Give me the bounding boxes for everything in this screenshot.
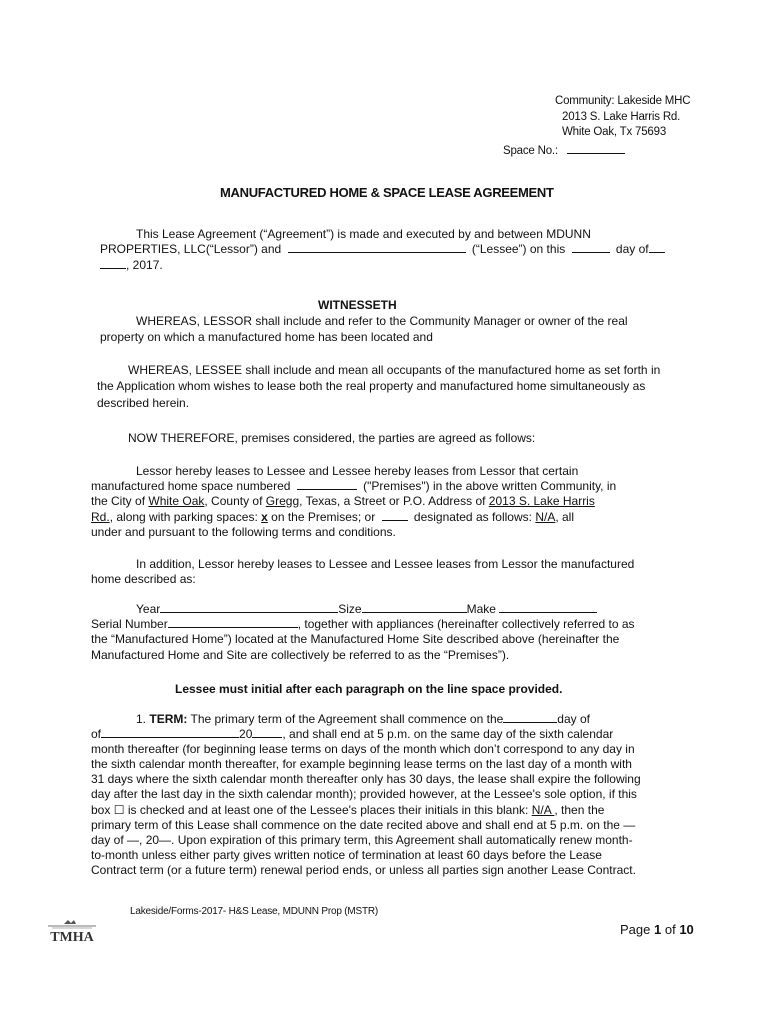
whereas-lessor-line-1: WHEREAS, LESSOR shall include and refer to the Community Manager or owner of the real — [136, 314, 628, 328]
home-line-3: the “Manufactured Home”) located at the Manufactured Home Site described above (hereinafter the — [91, 632, 620, 646]
community-address: 2013 S. Lake Harris Rd. — [562, 111, 681, 123]
witnesseth-heading: WITNESSETH — [318, 298, 397, 312]
lease-text: manufactured home space numbered — [91, 479, 291, 493]
term-text: day of — [557, 712, 590, 726]
term-line-5: 31 days where the sixth calendar month thereafter only has 30 days, the lease shall expire the following — [91, 772, 641, 786]
term-line-1 — [136, 712, 590, 727]
whereas-lessee-line-3: described herein. — [97, 396, 190, 410]
term-line-11: Contract term (or a future term) renewal period ends, or unless all parties sign another Lease Contract. — [91, 863, 636, 877]
year-label: Year — [136, 602, 161, 616]
initial-instruction: Lessee must initial after each paragraph on the line space provided. — [175, 682, 563, 696]
lease-text: , all — [555, 510, 575, 524]
term-text: 20 — [239, 727, 253, 741]
intro-line-3 — [100, 258, 163, 273]
page-word: Page — [620, 922, 651, 937]
term-text: , and shall end at 5 p.m. on the same day of the sixth calendar — [282, 727, 614, 741]
home-line-4: Manufactured Home and Site are collectively be referred to as the “Premises”). — [91, 648, 510, 662]
term-line-3: month thereafter (for beginning lease terms on days of the month which don’t correspond to any day in — [91, 742, 635, 756]
month-blank-2 — [100, 258, 126, 269]
page-number — [620, 922, 694, 937]
community-name: Community: Lakeside MHC — [555, 95, 691, 107]
parking-na-value: N/A — [535, 510, 556, 524]
county-value: Gregg — [265, 494, 300, 508]
term-line-10: to-month unless either party gives written notice of termination at least 60 days before the Lease — [91, 848, 602, 862]
space-number-blank — [297, 479, 357, 490]
community-city: White Oak, Tx 75693 — [562, 126, 667, 138]
term-label: TERM: — [149, 712, 188, 726]
parking-blank — [382, 510, 408, 521]
checkbox-icon[interactable]: ☐ — [113, 803, 125, 817]
term-number: 1. — [136, 712, 147, 726]
tmha-logo-icon — [44, 918, 100, 944]
lessee-name-blank — [288, 242, 466, 253]
term-line-4: the sixth calendar month thereafter, for example beginning lease terms on the last day of a month with — [91, 757, 632, 771]
lease-text: , Texas, a Street or P.O. Address of — [299, 494, 486, 508]
lease-text: on the Premises; or — [271, 510, 376, 524]
term-start-month-blank — [101, 727, 239, 738]
initials-na-value: N/A — [531, 803, 555, 817]
size-blank — [362, 602, 467, 613]
term-text: box — [91, 803, 111, 817]
year-blank — [160, 602, 338, 613]
term-start-day-blank — [503, 712, 557, 723]
now-therefore: NOW THEREFORE, premises considered, the parties are agreed as follows: — [128, 431, 536, 445]
lease-line-5: under and pursuant to the following terms and conditions. — [91, 525, 396, 539]
street-value-2: Rd. — [91, 510, 110, 524]
term-line-2 — [91, 727, 613, 742]
home-line-1 — [136, 602, 597, 617]
whereas-lessee-line-2: the Application whom wishes to lease both the real property and manufactured home simultaneously as — [97, 379, 646, 393]
serial-blank — [168, 617, 298, 628]
lease-text: ("Premises") in the above written Community, in — [363, 479, 617, 493]
intro-text: , 2017. — [126, 258, 163, 272]
lease-text: , County of — [204, 494, 263, 508]
whereas-lessor-line-2: property on which a manufactured home has been located and — [100, 330, 433, 344]
document-title: MANUFACTURED HOME & SPACE LEASE AGREEMENT — [220, 185, 554, 200]
term-line-9: day of —, 20—. Upon expiration of this primary term, this Agreement shall automatically renew month- — [91, 833, 633, 847]
addition-line-2: home described as: — [91, 572, 196, 586]
term-text: of — [91, 727, 102, 741]
lease-line-3 — [91, 494, 595, 509]
term-text: , then the — [554, 803, 605, 817]
term-start-year-blank — [252, 727, 282, 738]
lease-text: the City of — [91, 494, 146, 508]
make-blank — [499, 602, 597, 613]
space-label: Space No.: — [503, 145, 558, 157]
home-text: , together with appliances (hereinafter collectively referred to as — [297, 617, 635, 631]
space-blank — [567, 143, 625, 154]
of-word: of — [664, 922, 676, 937]
size-label: Size — [338, 602, 362, 616]
lease-text: designated as follows: — [413, 510, 532, 524]
intro-line-2 — [100, 242, 665, 257]
term-line-6: day after the last day in the sixth calendar month); provided however, at the Lessee's sole option, if this — [91, 787, 637, 801]
current-page: 1 — [654, 922, 662, 937]
home-line-2 — [91, 617, 635, 632]
city-value: White Oak — [148, 494, 205, 508]
term-line-8: primary term of this Lease shall commence on the date recited above and shall end at 5 p.m. on the — — [91, 818, 636, 832]
serial-label: Serial Number — [91, 617, 168, 631]
space-number — [503, 143, 625, 159]
intro-text: PROPERTIES, LLC(“Lessor”) and — [100, 242, 282, 256]
tmha-logo — [44, 918, 100, 944]
lease-text: , along with parking spaces: — [109, 510, 258, 524]
month-blank — [649, 242, 665, 253]
intro-line-1: This Lease Agreement (“Agreement”) is made and executed by and between MDUNN — [136, 227, 591, 241]
lease-line-4 — [91, 510, 574, 525]
intro-text: day of — [615, 242, 649, 256]
footer-form-id: Lakeside/Forms-2017- H&S Lease, MDUNN Prop (MSTR) — [130, 906, 379, 917]
day-blank — [572, 242, 610, 253]
whereas-lessee-line-1: WHEREAS, LESSEE shall include and mean all occupants of the manufactured home as set forth in — [128, 363, 661, 377]
lease-line-2 — [91, 479, 616, 494]
term-line-7 — [91, 803, 604, 818]
make-label: Make — [466, 602, 496, 616]
street-value: 2013 S. Lake Harris — [488, 494, 595, 508]
tmha-logo-text: TMHA — [50, 930, 94, 944]
lease-line-1: Lessor hereby leases to Lessee and Lessee hereby leases from Lessor that certain — [136, 464, 579, 478]
parking-x-mark: x — [261, 510, 268, 524]
intro-text: (“Lessee”) on this — [471, 242, 566, 256]
term-text: The primary term of the Agreement shall commence on the — [190, 712, 504, 726]
total-pages: 10 — [679, 922, 694, 937]
addition-line-1: In addition, Lessor hereby leases to Lessee and Lessee leases from Lessor the manufactured — [136, 557, 635, 571]
term-text: is checked and at least one of the Lessee's places their initials in this blank: — [127, 803, 529, 817]
